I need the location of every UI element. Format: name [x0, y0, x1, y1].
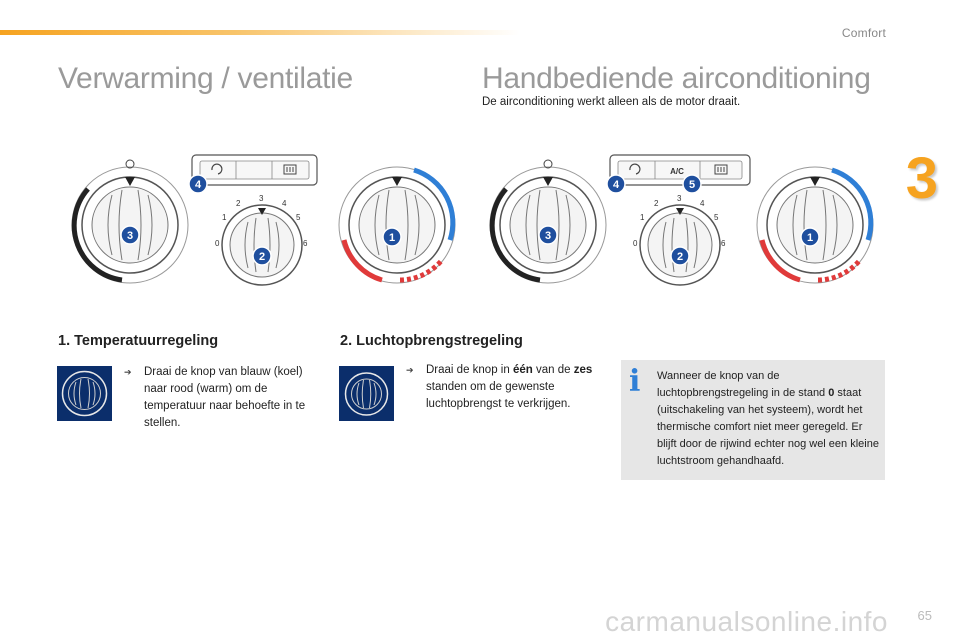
page-number: 65	[917, 608, 932, 623]
airflow-text-mid: van de	[532, 364, 574, 376]
marker-5	[683, 175, 701, 193]
airflow-text-post: standen om de gewenste luchtopbrengst te verkrijgen.	[426, 381, 571, 410]
fan-speed-knob	[215, 194, 308, 285]
airflow-text-bold-2: zes	[573, 364, 593, 376]
ac-intro: De airconditioning werkt alleen als de motor draait.	[482, 96, 741, 108]
distribution-knob	[490, 160, 606, 283]
marker-2	[253, 247, 271, 265]
marker-3	[539, 226, 557, 244]
info-box	[621, 360, 885, 480]
info-text-pre: Wanneer de knop van de luchtopbrengstregeling in de stand	[657, 370, 829, 399]
marker-1	[801, 228, 819, 246]
section-label: Comfort	[841, 26, 886, 40]
airflow-text-pre: Draai de knop in	[426, 364, 513, 376]
fan-scale-3: 3	[677, 194, 682, 203]
fan-scale-6: 6	[303, 239, 308, 248]
chapter-number: 3	[905, 146, 938, 211]
marker-4	[607, 175, 625, 193]
fan-speed-knob	[633, 194, 726, 285]
ac-controls-diagram	[480, 150, 890, 295]
fan-scale-4: 4	[700, 199, 705, 208]
info-text-post: staat (uitschakeling van het systeem), wordt het thermische comfort niet meer geregeld. Er blijft door de rijwind echter nog wel een kleine luchtstroom gehandhaafd.	[657, 387, 879, 467]
marker-1-label: 1	[806, 232, 814, 244]
marker-4	[189, 175, 207, 193]
fan-scale-6: 6	[721, 239, 726, 248]
fan-scale-1: 1	[222, 213, 227, 222]
temperature-section-title: 1. Temperatuurregeling	[58, 333, 219, 349]
temperature-knob	[339, 167, 455, 283]
fan-scale-2: 2	[654, 199, 659, 208]
info-text-bold: 0	[828, 387, 835, 399]
fan-scale-2: 2	[236, 199, 241, 208]
fan-scale-3: 3	[259, 194, 264, 203]
marker-3	[121, 226, 139, 244]
heating-title: Verwarming / ventilatie	[58, 62, 353, 95]
fan-scale-4: 4	[282, 199, 287, 208]
info-text	[657, 368, 879, 470]
marker-5-label: 5	[688, 179, 696, 191]
fan-knob-thumbnail	[339, 366, 394, 421]
heating-controls-diagram	[62, 150, 472, 295]
fan-scale-5: 5	[714, 213, 719, 222]
temperature-instruction	[124, 364, 324, 432]
airflow-instruction-text	[406, 362, 594, 413]
marker-3-label: 3	[544, 230, 552, 242]
marker-2	[671, 247, 689, 265]
fan-scale-1: 1	[640, 213, 645, 222]
temperature-knob	[757, 167, 873, 283]
watermark: carmanualsonline.info	[605, 606, 888, 637]
ac-button-label: A/C	[670, 167, 684, 176]
bullet-arrow-icon: ➔	[124, 367, 132, 377]
marker-2-label: 2	[676, 251, 684, 263]
fan-scale-5: 5	[296, 213, 301, 222]
top-accent-bar	[0, 30, 520, 35]
bullet-arrow-icon: ➔	[406, 365, 414, 375]
ac-title: Handbediende airconditioning	[482, 62, 871, 95]
fan-scale-0: 0	[633, 239, 638, 248]
marker-1-label: 1	[388, 232, 396, 244]
info-icon: i	[629, 364, 641, 399]
button-strip-ac	[610, 155, 750, 185]
marker-2-label: 2	[258, 251, 266, 263]
marker-3-label: 3	[126, 230, 134, 242]
distribution-knob	[72, 160, 188, 283]
fan-scale-0: 0	[215, 239, 220, 248]
airflow-section-title: 2. Luchtopbrengstregeling	[340, 333, 523, 349]
temperature-instruction-text: Draai de knop van blauw (koel) naar rood (warm) om de temperatuur naar behoefte in te stellen.	[144, 366, 306, 429]
button-strip	[192, 155, 317, 185]
marker-4-label: 4	[194, 179, 202, 191]
marker-4-label: 4	[612, 179, 620, 191]
temperature-knob-thumbnail	[57, 366, 112, 421]
airflow-text-bold-1: één	[512, 364, 533, 376]
airflow-instruction	[406, 362, 594, 413]
marker-1	[383, 228, 401, 246]
